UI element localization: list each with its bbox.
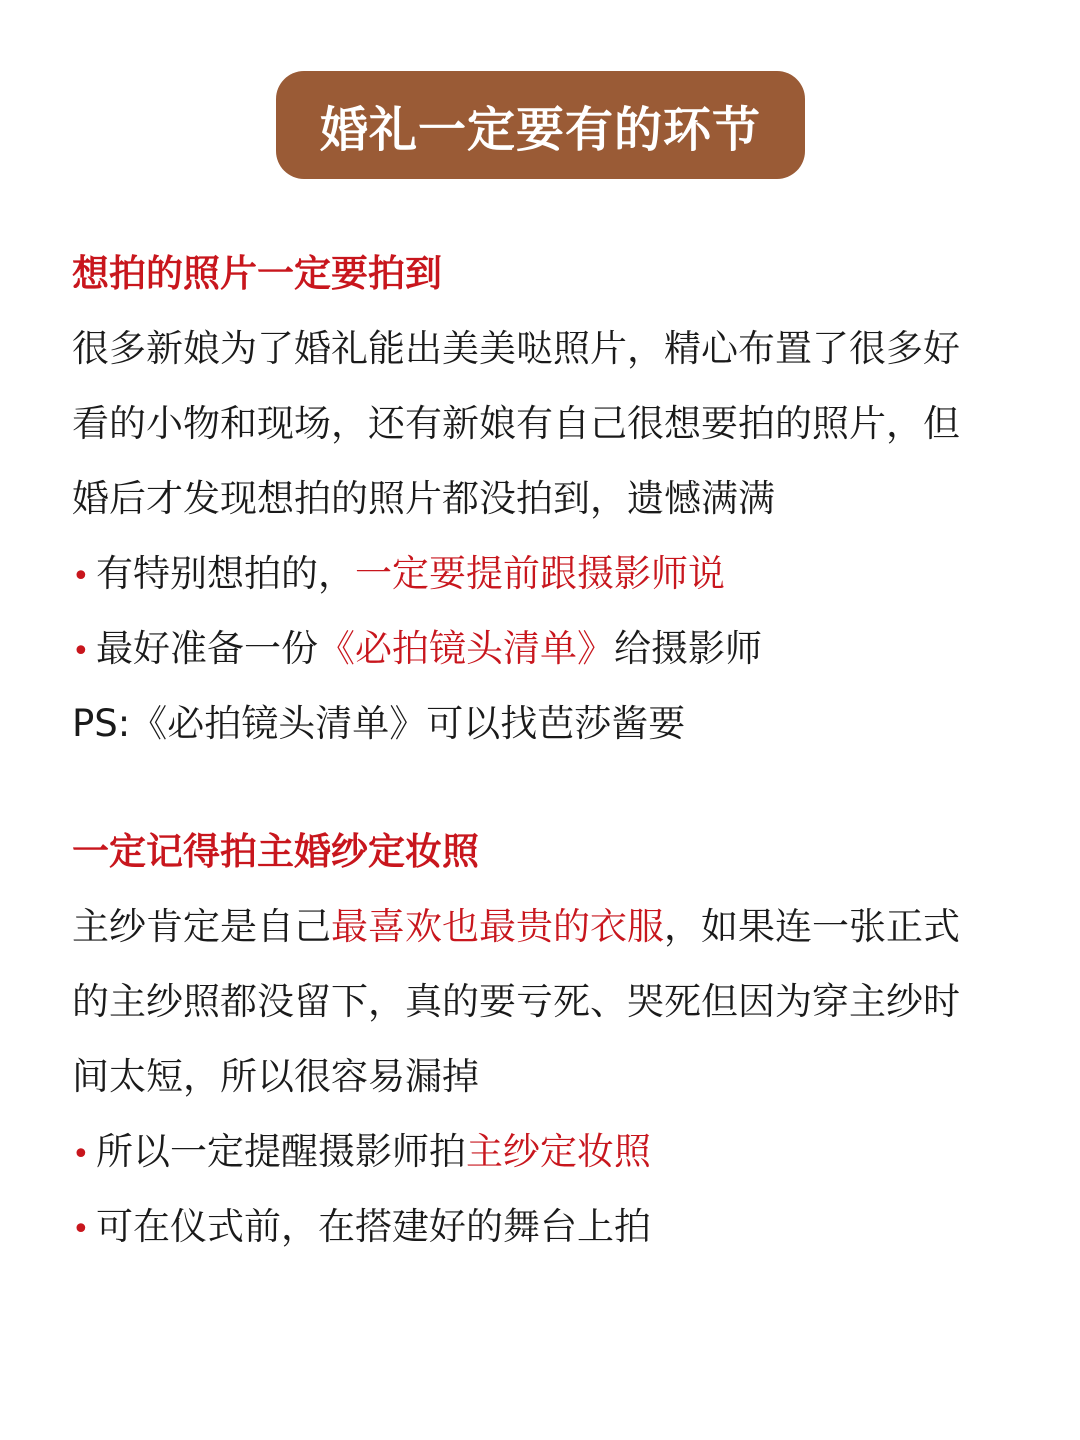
title-banner	[276, 71, 805, 179]
bullet-item	[72, 1127, 651, 1177]
bullet-dot-icon: •	[72, 634, 90, 669]
bullet-text: 最好准备一份	[96, 627, 318, 670]
bullet-text: 有特别想拍的，	[96, 552, 355, 595]
bullet-dot-icon: •	[72, 1212, 90, 1247]
line-highlight: 最喜欢也最贵的衣服	[331, 905, 664, 948]
bullet-text: 可在仪式前，在搭建好的舞台上拍	[96, 1205, 651, 1248]
bullet-dot-icon: •	[72, 1137, 90, 1172]
line-text-after: ，如果连一张正式	[664, 905, 960, 948]
paragraph-line: 的主纱照都没留下，真的要亏死、哭死但因为穿主纱时	[72, 980, 960, 1023]
bullet-text-after: 给摄影师	[614, 627, 762, 670]
page-title: 婚礼一定要有的环节	[319, 101, 761, 158]
bullet-item	[72, 624, 762, 674]
bullet-dot-icon: •	[72, 559, 90, 594]
paragraph-line	[72, 902, 960, 952]
bullet-item	[72, 549, 725, 599]
bullet-highlight: 一定要提前跟摄影师说	[355, 552, 725, 595]
paragraph-line: 婚后才发现想拍的照片都没拍到，遗憾满满	[72, 477, 775, 520]
line-text: 主纱肯定是自己	[72, 905, 331, 948]
bullet-text: 所以一定提醒摄影师拍	[96, 1130, 466, 1173]
section-heading-gown: 一定记得拍主婚纱定妆照	[72, 830, 479, 873]
ps-note: PS:《必拍镜头清单》可以找芭莎酱要	[72, 702, 686, 745]
paragraph-line: 很多新娘为了婚礼能出美美哒照片，精心布置了很多好	[72, 327, 960, 370]
paragraph-line: 看的小物和现场，还有新娘有自己很想要拍的照片，但	[72, 402, 960, 445]
section-heading-photos: 想拍的照片一定要拍到	[72, 252, 442, 295]
paragraph-line: 间太短，所以很容易漏掉	[72, 1055, 479, 1098]
bullet-highlight: 《必拍镜头清单》	[318, 627, 614, 670]
bullet-item	[72, 1202, 651, 1252]
bullet-highlight: 主纱定妆照	[466, 1130, 651, 1173]
